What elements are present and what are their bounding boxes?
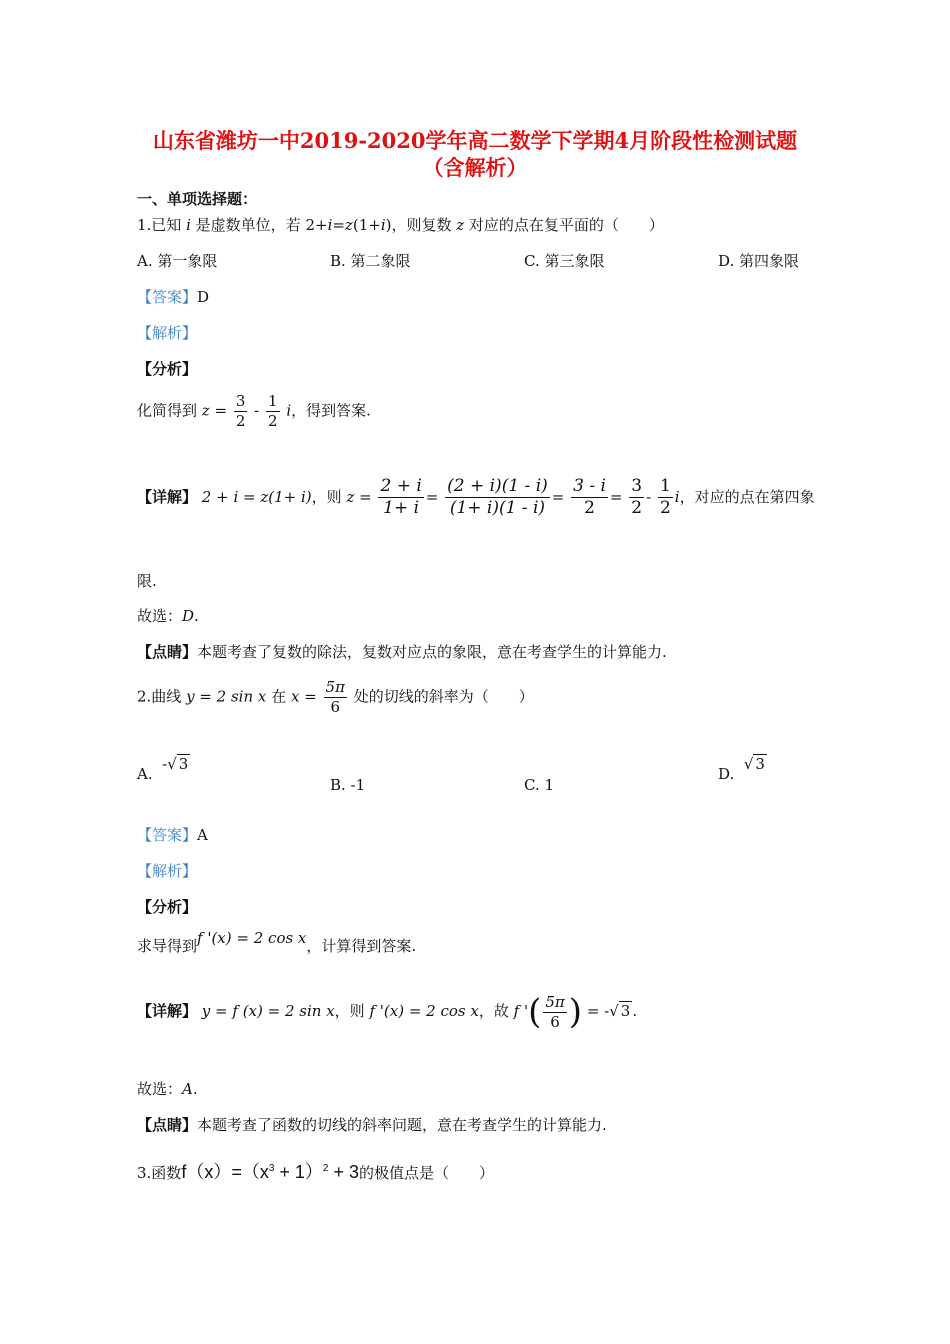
q2-fenxi-tag: 【分析】 bbox=[137, 898, 198, 916]
question-2-stem: 2.曲线 y = 2 sin x 在 x = $\frac{5\pi}{6}$ 处的切线的斜率为（ ） bbox=[137, 678, 534, 716]
document-title: 山东省潍坊一中2019-2020学年高二数学下学期4月阶段性检测试题 bbox=[152, 128, 798, 153]
q1-option-d: D. 第四象限 bbox=[718, 252, 800, 270]
question-1-stem: 1.已知 i 是虚数单位，若 2+i=z(1+i)，则复数 z 对应的点在复平面的（ ） bbox=[137, 216, 664, 234]
q1-fenxi-tag: 【分析】 bbox=[137, 360, 198, 378]
question-3-stem: 3.函数$f(x)=(x^3 + 1)^2 + 3$的极值点是（ ） bbox=[137, 1162, 495, 1182]
q1-choose: 故选：D. bbox=[137, 607, 199, 625]
q2-dianjing: 【点睛】本题考查了函数的切线的斜率问题，意在考查学生的计算能力. bbox=[137, 1116, 607, 1134]
q1-fenxi: 化简得到 z = $\frac{3}{2}$ - $\frac{1}{2}$ i，得到答案. bbox=[137, 392, 371, 430]
q2-option-b: B. -1 bbox=[330, 776, 366, 794]
q2-answer: 【答案】A bbox=[137, 826, 208, 844]
q1-answer: 【答案】D bbox=[137, 288, 210, 306]
document-subtitle: （含解析） bbox=[422, 155, 528, 180]
q2-detail: 【详解】 y = f (x) = 2 sin x，则 f '(x) = 2 cos x，故 f '( $\frac{5\pi}{6}$ ) = -√ 3 . bbox=[137, 992, 638, 1032]
q1-analysis-tag: 【解析】 bbox=[137, 324, 198, 342]
q2-option-a: A. -√ 3 bbox=[137, 755, 189, 783]
q2-fenxi: 求导得到f '(x) = 2 cos x，计算得到答案. bbox=[137, 929, 417, 955]
q2-analysis-tag: 【解析】 bbox=[137, 862, 198, 880]
q1-dianjing: 【点睛】本题考查了复数的除法，复数对应点的象限，意在考查学生的计算能力. bbox=[137, 643, 667, 661]
q1-option-a: A. 第一象限 bbox=[137, 252, 218, 270]
q1-option-c: C. 第三象限 bbox=[524, 252, 605, 270]
q2-option-c: C. 1 bbox=[524, 776, 555, 794]
q2-option-d: D. √ 3 bbox=[718, 755, 765, 783]
q2-choose: 故选：A. bbox=[137, 1080, 198, 1098]
q1-option-b: B. 第二象限 bbox=[330, 252, 411, 270]
section-heading: 一、单项选择题： bbox=[137, 190, 258, 208]
q1-detail: 【详解】 2 + i = z(1+ i)，则 z = $\frac{2 + i}{1+ i}$ = $\frac{(2 + i)(1 - i)}{(1+ i)(1 - i)}$ = $\frac{3 - i}{2}$ = $\frac{3}{2}$ - $\frac{1}{2}$ i，对应的点在第四象 bbox=[137, 476, 815, 519]
q1-detail-wrap: 限. bbox=[137, 572, 157, 590]
